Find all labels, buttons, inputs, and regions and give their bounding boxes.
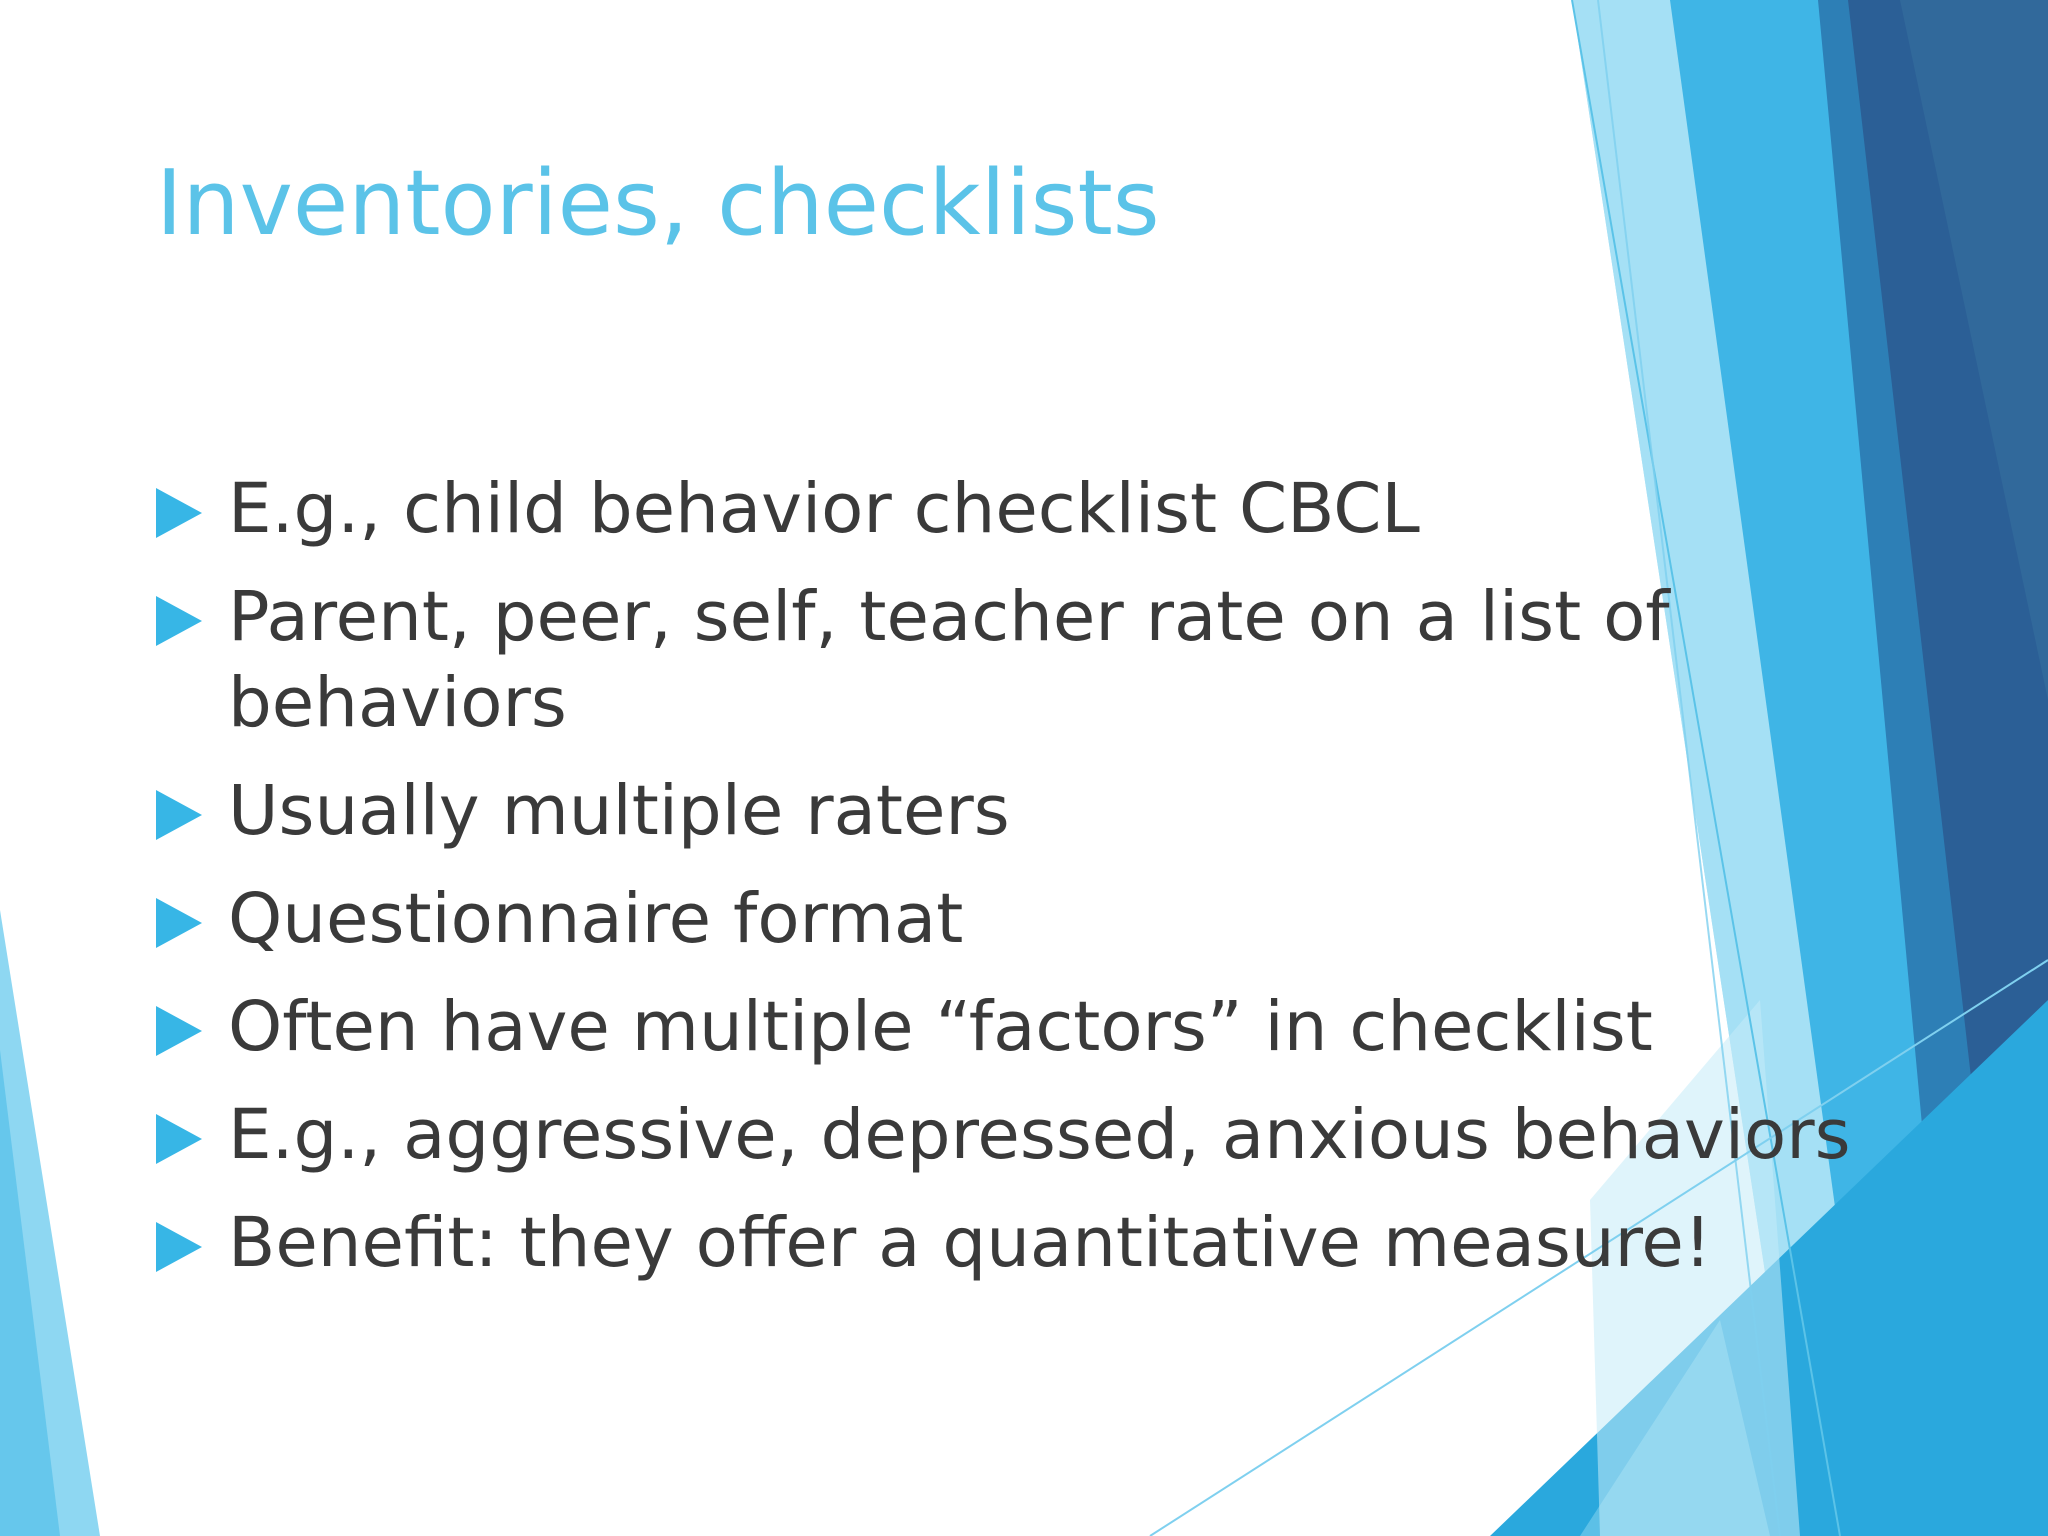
bullet-item	[156, 1200, 1916, 1286]
bullet-item	[156, 768, 1916, 854]
triangle-right-icon	[156, 596, 202, 646]
triangle-right-icon	[156, 1222, 202, 1272]
bullet-text: E.g., aggressive, depressed, anxious behaviors	[228, 1095, 1851, 1175]
bullet-text: Questionnaire format	[228, 879, 964, 959]
bullet-item	[156, 1092, 1916, 1178]
bullet-text: Often have multiple “factors” in checklist	[228, 987, 1653, 1067]
bullet-text: E.g., child behavior checklist CBCL	[228, 469, 1420, 549]
bullet-list	[156, 466, 1916, 1308]
triangle-right-icon	[156, 898, 202, 948]
bullet-item	[156, 876, 1916, 962]
bullet-item	[156, 466, 1916, 552]
bullet-item	[156, 574, 1928, 746]
slide-title: Inventories, checklists	[156, 151, 1160, 256]
bullet-text: Parent, peer, self, teacher rate on a list of behaviors	[228, 577, 1670, 743]
triangle-right-icon	[156, 1114, 202, 1164]
bullet-text: Benefit: they offer a quantitative measure!	[228, 1203, 1712, 1283]
triangle-right-icon	[156, 790, 202, 840]
bullet-item	[156, 984, 1916, 1070]
triangle-right-icon	[156, 488, 202, 538]
bullet-text: Usually multiple raters	[228, 771, 1010, 851]
triangle-right-icon	[156, 1006, 202, 1056]
